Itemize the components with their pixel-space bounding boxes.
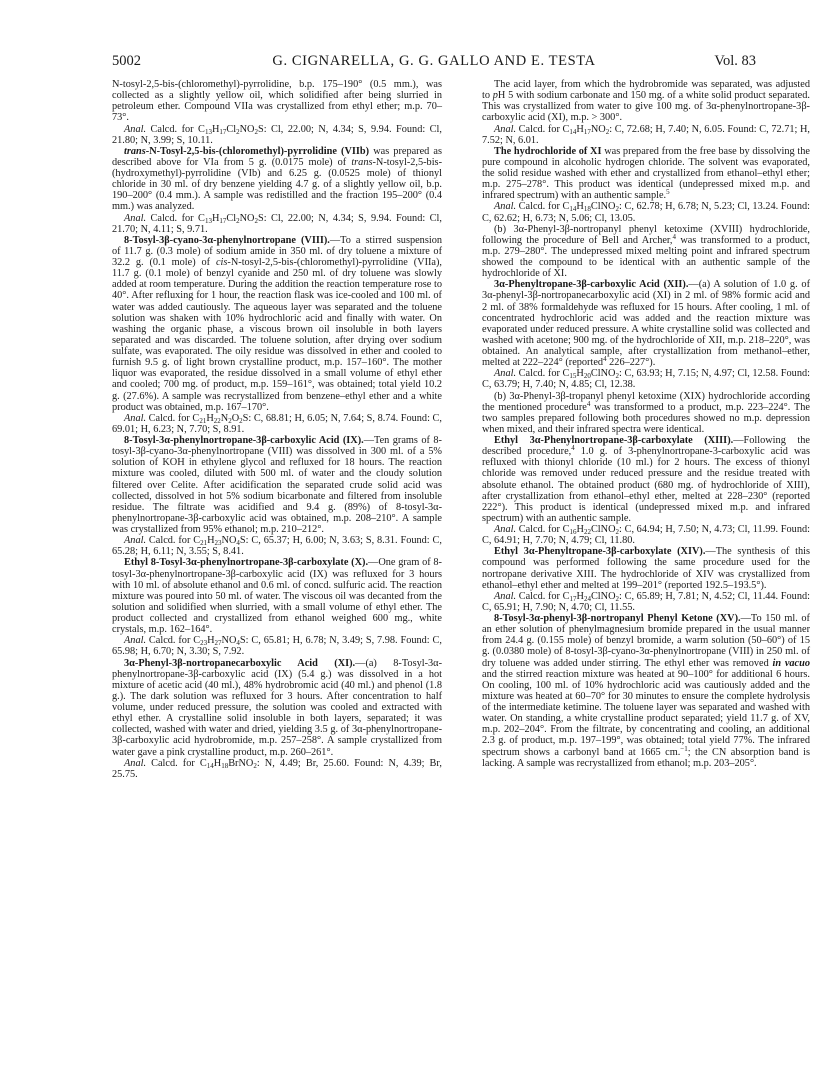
- paragraph: Ethyl 3α-Phenyltropane-3β-carboxylate (XIV).—The synthesis of this compound was performed following the same procedure used for the nortropane derivative XIII. The hydrochloride of XIV was crystallized from ethanol–ethyl ether and melted at 199–201° (reported 192.5–193.5°).: [482, 546, 810, 591]
- right-column: [482, 79, 810, 769]
- analysis-paragraph: Anal. Calcd. for $C_{21}H_{22}N_2O_2S$: C, 68.81; H, 6.05; N, 7.64; S, 8.74. Found: C, 69.01; H, 6.23; N, 7.70; S, 8.91.: [112, 412, 442, 435]
- paragraph: Ethyl 3α-Phenylnortropane-3β-carboxylate (XIII).—Following the described procedure,$^4$ 1.0 g. of 3-phenylnortropane-3-carboxylic acid was refluxed with thionyl chloride (10 ml.) for 2 hours. The excess of thionyl chloride was removed under reduced pressure and the residue treated with absolute ethanol. The obtained product (680 mg. of hydrochloride of XIII), after crystallization from ethanol–ethyl ether, melted at 228–230° (reported 222°). This product is identical (undepressed mixed m.p. and infrared spectrum) with an authentic sample.: [482, 435, 810, 524]
- analysis-paragraph: Anal. Calcd. for $C_{14}H_{17}NO_2$: C, 72.68; H, 7.40; N, 6.05. Found: C, 72.71; H, 7.52; N, 6.01.: [482, 123, 810, 146]
- analysis-paragraph: Anal. Calcd. for $C_{17}H_{24}ClNO_2$: C, 65.89; H, 7.81; N, 4.52; Cl, 11.44. Found: C, 65.91; H, 7.90; N, 4.70; Cl, 11.55.: [482, 590, 810, 613]
- paragraph: 8-Tosyl-3α-phenyl-3β-nortropanyl Phenyl Ketone (XV).—To 150 ml. of an ether solution of phenylmagnesium bromide prepared in the usual manner from 24.4 g. (0.155 mole) of benzyl bromide, a warm solution (50–60°) of 15 g. (0.0380 mole) of 8-tosyl-3β-cyano-3α-phenylnortropane (VIII) in 250 ml. of dry toluene was added under stirring. The ethyl ether was removed in vacuo and the stirred reaction mixture was heated at 90–100° for additional 6 hours. On cooling, 100 ml. of 10% hydrochloric acid was cautiously added and the mixture was heated at 60–70° for 30 minutes to ensure the complete hydrolysis of the intermediate ketimine. The toluene layer was separated and washed with water. On standing, a white crystalline product separated; yield 11.7 g. of XV, m.p. 202–204°. From the filtrate, by concentrating and cooling, an additional 2.3 g. of product, m.p. 197–199°, was obtained; total yield 77%. The infrared spectrum shows a carbonyl band at 1665 cm.$^{-1}$; the CN absorption band is lacking. A sample was recrystallized from ethanol; m.p. 203–205°.: [482, 613, 811, 769]
- paragraph: 3α-Phenyltropane-3β-carboxylic Acid (XII).—(a) A solution of 1.0 g. of 3α-phenyl-3β-nortropanecarboxylic acid (XI) in 2 ml. of 98% formic acid and 2 ml. of 38% formaldehyde was refluxed for 15 hours. After cooling, 1 ml. of concentrated hydrochloric acid was added and the reaction mixture was evaporated under reduced pressure. A white crystalline solid was collected and washed with acetone; 900 mg. of the hydrochloride of XII, m.p. 218–220°, was obtained. An analytical sample, after crystallization from methanol–ether, melted at 222–224° (reported$^4$ 226–227°).: [482, 279, 810, 369]
- paragraph: 8-Tosyl-3α-phenylnortropane-3β-carboxylic Acid (IX).—Ten grams of 8-tosyl-3β-cyano-3α-phenylnortropane (VIII) was dissolved in 300 ml. of a 5% solution of KOH in ethylene glycol and refluxed for 18 hours. The reaction mixture was cooled, diluted with 500 ml. of water and the cloudy solution filtered over Celite. After acidification the separated crude solid acid was collected, dissolved in hot 5% sodium bicarbonate and filtered from insoluble residue. The filtrate was acidified and 9.4 g. (89%) of 8-tosyl-3α-phenylnortropane-3β-carboxylic acid was obtained, m.p. 208–210°. A sample was crystallized from 95% ethanol; m.p. 210–212°.: [112, 435, 442, 535]
- analysis-paragraph: Anal. Calcd. for $C_{13}H_{17}Cl_2NO_2S$: Cl, 22.00; N, 4.34; S, 9.94. Found: Cl, 21.80; N, 3.99; S, 10.11.: [112, 123, 442, 146]
- page-header: [112, 53, 756, 75]
- paragraph: The hydrochloride of XI was prepared from the free base by dissolving the pure compound in alcoholic hydrogen chloride. The solvent was evaporated, the solid residue washed with ether and crystallized from ethanol–ethyl ether; m.p. 275–278°. This product was identical (undepressed mixed m.p. and infrared spectrum) with an authentic sample.$^5$: [482, 145, 810, 202]
- paragraph: N-tosyl-2,5-bis-(chloromethyl)-pyrrolidine, b.p. 175–190° (0.5 mm.), was collected as a slightly yellow oil, which solidified after being slurried in petroleum ether. Compound VIIa was crystallized from ethyl ether; m.p. 70–73°.: [112, 79, 442, 124]
- paragraph: (b) 3α-Phenyl-3β-tropanyl phenyl ketoxime (XIX) hydrochloride according the mentioned procedure$^4$ was transformed to a product, m.p. 223–224°. The two samples prepared following both procedures showed no m.p. depression when mixed, and their infrared spectra were identical.: [482, 390, 811, 435]
- analysis-paragraph: Anal. Calcd. for $C_{14}H_{18}ClNO_2$: C, 62.78; H, 6.78; N, 5.23; Cl, 13.24. Found: C, 62.62; H, 6.73; N, 5.06; Cl, 13.05.: [482, 201, 810, 224]
- analysis-paragraph: Anal. Calcd. for $C_{13}H_{17}Cl_2NO_2S$: Cl, 22.00; N, 4.34; S, 9.94. Found: Cl, 21.70; N, 4.11; S, 9.71.: [112, 212, 442, 235]
- paragraph: 3α-Phenyl-3β-nortropanecarboxylic Acid (XI).—(a) 8-Tosyl-3α-phenylnortropane-3β-carboxylic acid (IX) (5.4 g.) was dissolved in a hot mixture of acetic acid (40 ml.), 48% hydrobromic acid (40 ml.) and phenol (1.8 g.). The dark solution was refluxed for 3 hours. After concentration to half volume, under reduced pressure, the solution was cooled and extracted with ethyl ether. A crystalline solid insoluble in both layers, separated; it was collected, washed with water and dried, yielding 3.5 g. of 3α-phenylnortropane-3β-carboxylic acid hydrobromide, m.p. 257–258°. A sample crystallized from water gave a pink crystalline product, m.p. 260–261°.: [112, 657, 442, 758]
- running-authors: G. CIGNARELLA, G. G. GALLO AND E. TESTA: [272, 53, 596, 69]
- volume-label: Vol. 83: [714, 53, 756, 69]
- paragraph: trans-N-Tosyl-2,5-bis-(chloromethyl)-pyrrolidine (VIIb) was prepared as described above for VIa from 5 g. (0.0175 mole) of trans-N-tosyl-2,5-bis-(hydroxymethyl)-pyrrolidine (VIb) and 6.25 g. (0.0525 mole) of thionyl chloride in 30 ml. of dry benzene yielding 4.7 g. of a slightly yellow oil, b.p. 190–200° (0.4 mm.). A sample was redistilled and the fraction 195–200° (0.4 mm.) was analyzed.: [112, 145, 443, 213]
- analysis-paragraph: Anal. Calcd. for $C_{16}H_{22}ClNO_2$: C, 64.94; H, 7.50; N, 4.73; Cl, 11.99. Found: C, 64.91; H, 7.70; N, 4.79; Cl, 11.80.: [482, 524, 810, 547]
- analysis-paragraph: Anal. Calcd. for $C_{14}H_{18}BrNO_2$: N, 4.49; Br, 25.60. Found: N, 4.39; Br, 25.75.: [112, 757, 442, 780]
- analysis-paragraph: Anal. Calcd. for $C_{15}H_{20}ClNO_2$: C, 63.93; H, 7.15; N, 4.97; Cl, 12.58. Found: C, 63.79; H, 7.40; N, 4.85; Cl, 12.38.: [482, 368, 810, 391]
- left-column: [112, 79, 442, 780]
- paragraph: Ethyl 8-Tosyl-3α-phenylnortropane-3β-carboxylate (X).—One gram of 8-tosyl-3α-phenylnortropane-3β-carboxylic acid (IX) was refluxed for 3 hours with 10 ml. of absolute ethanol and 0.6 ml. of concd. sulfuric acid. The reaction mixture was poured into 50 ml. of water. The viscous oil was decanted from the solution and solidified when slurried, with a small volume of ethyl ether. The product collected and crystallized from ethanol weighed 600 mg., white crystals, m.p. 162–164°.: [112, 557, 442, 636]
- paragraph: The acid layer, from which the hydrobromide was separated, was adjusted to pH 5 with sodium carbonate and 150 mg. of a white solid product separated. This was crystallized from water to give 100 mg. of 3α-phenylnortropane-3β-carboxylic acid (XI), m.p. > 300°.: [482, 79, 810, 124]
- analysis-paragraph: Anal. Calcd. for $C_{21}H_{23}NO_4S$: C, 65.37; H, 6.00; N, 3.63; S, 8.31. Found: C, 65.28; H, 6.11; N, 3.55; S, 8.41.: [112, 535, 442, 558]
- analysis-paragraph: Anal. Calcd. for $C_{23}H_{27}NO_4S$: C, 65.81; H, 6.78; N, 3.49; S, 7.98. Found: C, 65.98; H, 6.70; N, 3.30; S, 7.92.: [112, 635, 442, 658]
- page-number: 5002: [112, 53, 141, 69]
- paragraph: (b) 3α-Phenyl-3β-nortropanyl phenyl ketoxime (XVIII) hydrochloride, following the procedure of Bell and Archer,$^4$ was transformed to a product, m.p. 279–280°. The undepressed mixed melting point and infrared spectrum showed the compound to be identical with an authentic sample of the hydrochloride of XI.: [482, 223, 811, 280]
- paragraph: 8-Tosyl-3β-cyano-3α-phenylnortropane (VIII).—To a stirred suspension of 11.7 g. (0.3 mole) of sodium amide in 350 ml. of dry toluene a mixture of 32.2 g. (0.1 mole) of cis-N-tosyl-2,5-bis-(chloromethyl)-pyrrolidine (VIIa), 11.7 g. (0.1 mole) of benzyl cyanide and 250 ml. of dry toluene was slowly added at room temperature. During the addition the reaction temperature rose to 40°. After refluxing for 1 hour, the reaction flask was ice-cooled and 100 ml. of water was added cautiously. The aqueous layer was separated and the toluene solution was shaken with 10% hydrochloric acid and finally with water. On washing the organic phase, a viscous brown oil insoluble in both layers separated and was discarded. The toluene solution, after drying over sodium sulfate, was evaporated. The oily residue was dissolved in ether and cooled to furnish 9.5 g. of light brown crystalline product, m.p. 157–160°. The mother liquor was evaporated, the residue dissolved in a small volume of ethyl ether and cooled; 700 mg. of product, m.p. 159–161°, was obtained; total yield 10.2 g. (27.6%). A sample was recrystallized from benzene–ethyl ether and a white product was obtained, m.p. 167–170°.: [112, 234, 443, 413]
